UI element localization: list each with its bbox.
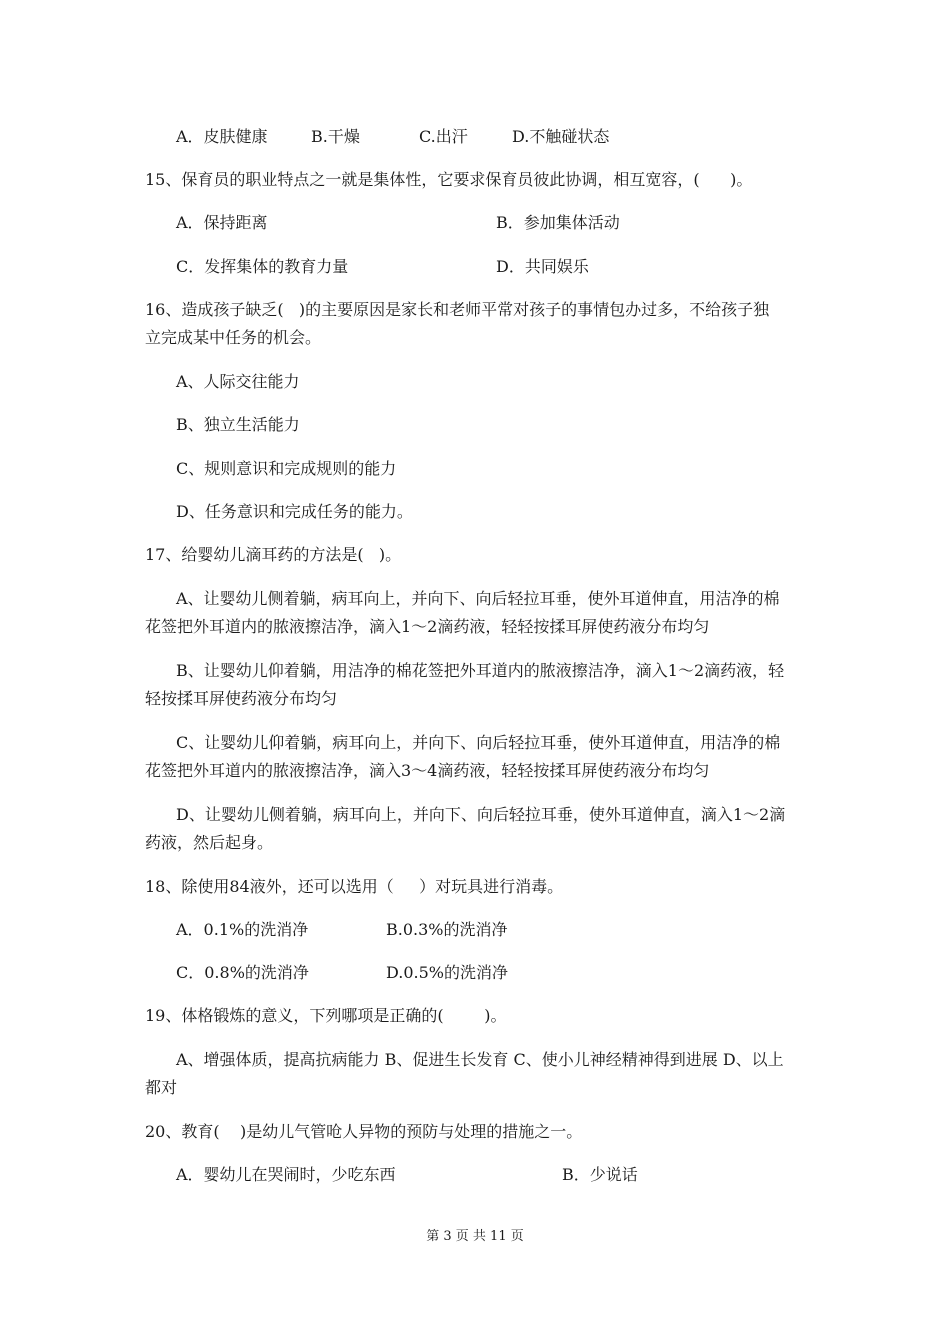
q16-option-a: A、人际交往能力 [176,372,300,391]
q17-option-a-line1: A、让婴幼儿侧着躺，病耳向上，并向下、向后轻拉耳垂，使外耳道伸直，用洁净的棉 [176,589,780,608]
q17-option-c-line2: 花签把外耳道内的脓液擦洁净，滴入3～4滴药液，轻轻按揉耳屏使药液分布均匀 [145,761,710,780]
q20-stem: 20、教育( )是幼儿气管呛人异物的预防与处理的措施之一。 [145,1122,583,1141]
q14-option-a: A．皮肤健康 [176,127,268,146]
q20-option-a: A．婴幼儿在哭闹时，少吃东西 [176,1165,396,1184]
q16-stem-line2: 立完成某中任务的机会。 [145,328,322,347]
q19-options-line2: 都对 [145,1078,178,1097]
q16-stem-line1: 16、造成孩子缺乏( )的主要原因是家长和老师平常对孩子的事情包办过多，不给孩子独 [145,300,770,319]
q15-stem: 15、保育员的职业特点之一就是集体性，它要求保育员彼此协调，相互宽容，( )。 [145,170,753,189]
q18-option-b: B.0.3%的洗消净 [386,920,508,939]
q18-stem: 18、除使用84液外，还可以选用（ ）对玩具进行消毒。 [145,877,564,896]
q18-option-a: A．0.1%的洗消净 [176,920,309,939]
q18-option-c: C．0.8%的洗消净 [176,963,309,982]
q16-option-c: C、规则意识和完成规则的能力 [176,459,397,478]
q14-option-c: C.出汗 [419,127,468,146]
q16-option-d: D、任务意识和完成任务的能力。 [176,502,413,521]
q16-option-b: B、独立生活能力 [176,415,300,434]
q20-option-b: B．少说话 [562,1165,638,1184]
q17-option-d-line1: D、让婴幼儿侧着躺，病耳向上，并向下、向后轻拉耳垂，使外耳道伸直，滴入1～2滴 [176,805,786,824]
q17-option-d-line2: 药液，然后起身。 [145,833,274,852]
q17-stem: 17、给婴幼儿滴耳药的方法是( )。 [145,545,402,564]
q15-option-d: D．共同娱乐 [496,257,589,276]
page-number: 第 3 页 共 11 页 [426,1229,524,1244]
q15-option-b: B．参加集体活动 [496,213,620,232]
q15-option-a: A．保持距离 [176,213,268,232]
q19-stem: 19、体格锻炼的意义，下列哪项是正确的( )。 [145,1006,507,1025]
q17-option-b-line1: B、让婴幼儿仰着躺，用洁净的棉花签把外耳道内的脓液擦洁净，滴入1～2滴药液，轻 [176,661,785,680]
q17-option-a-line2: 花签把外耳道内的脓液擦洁净，滴入1～2滴药液，轻轻按揉耳屏使药液分布均匀 [145,617,710,636]
q19-options-line1: A、增强体质，提高抗病能力 B、促进生长发育 C、使小儿神经精神得到进展 D、以上 [176,1050,784,1069]
q17-option-b-line2: 轻按揉耳屏使药液分布均匀 [145,689,338,708]
q14-option-b: B.干燥 [311,127,360,146]
q17-option-c-line1: C、让婴幼儿仰着躺，病耳向上，并向下、向后轻拉耳垂，使外耳道伸直，用洁净的棉 [176,733,781,752]
q14-option-d: D.不触碰状态 [512,127,610,146]
q18-option-d: D.0.5%的洗消净 [386,963,508,982]
q15-option-c: C．发挥集体的教育力量 [176,257,349,276]
